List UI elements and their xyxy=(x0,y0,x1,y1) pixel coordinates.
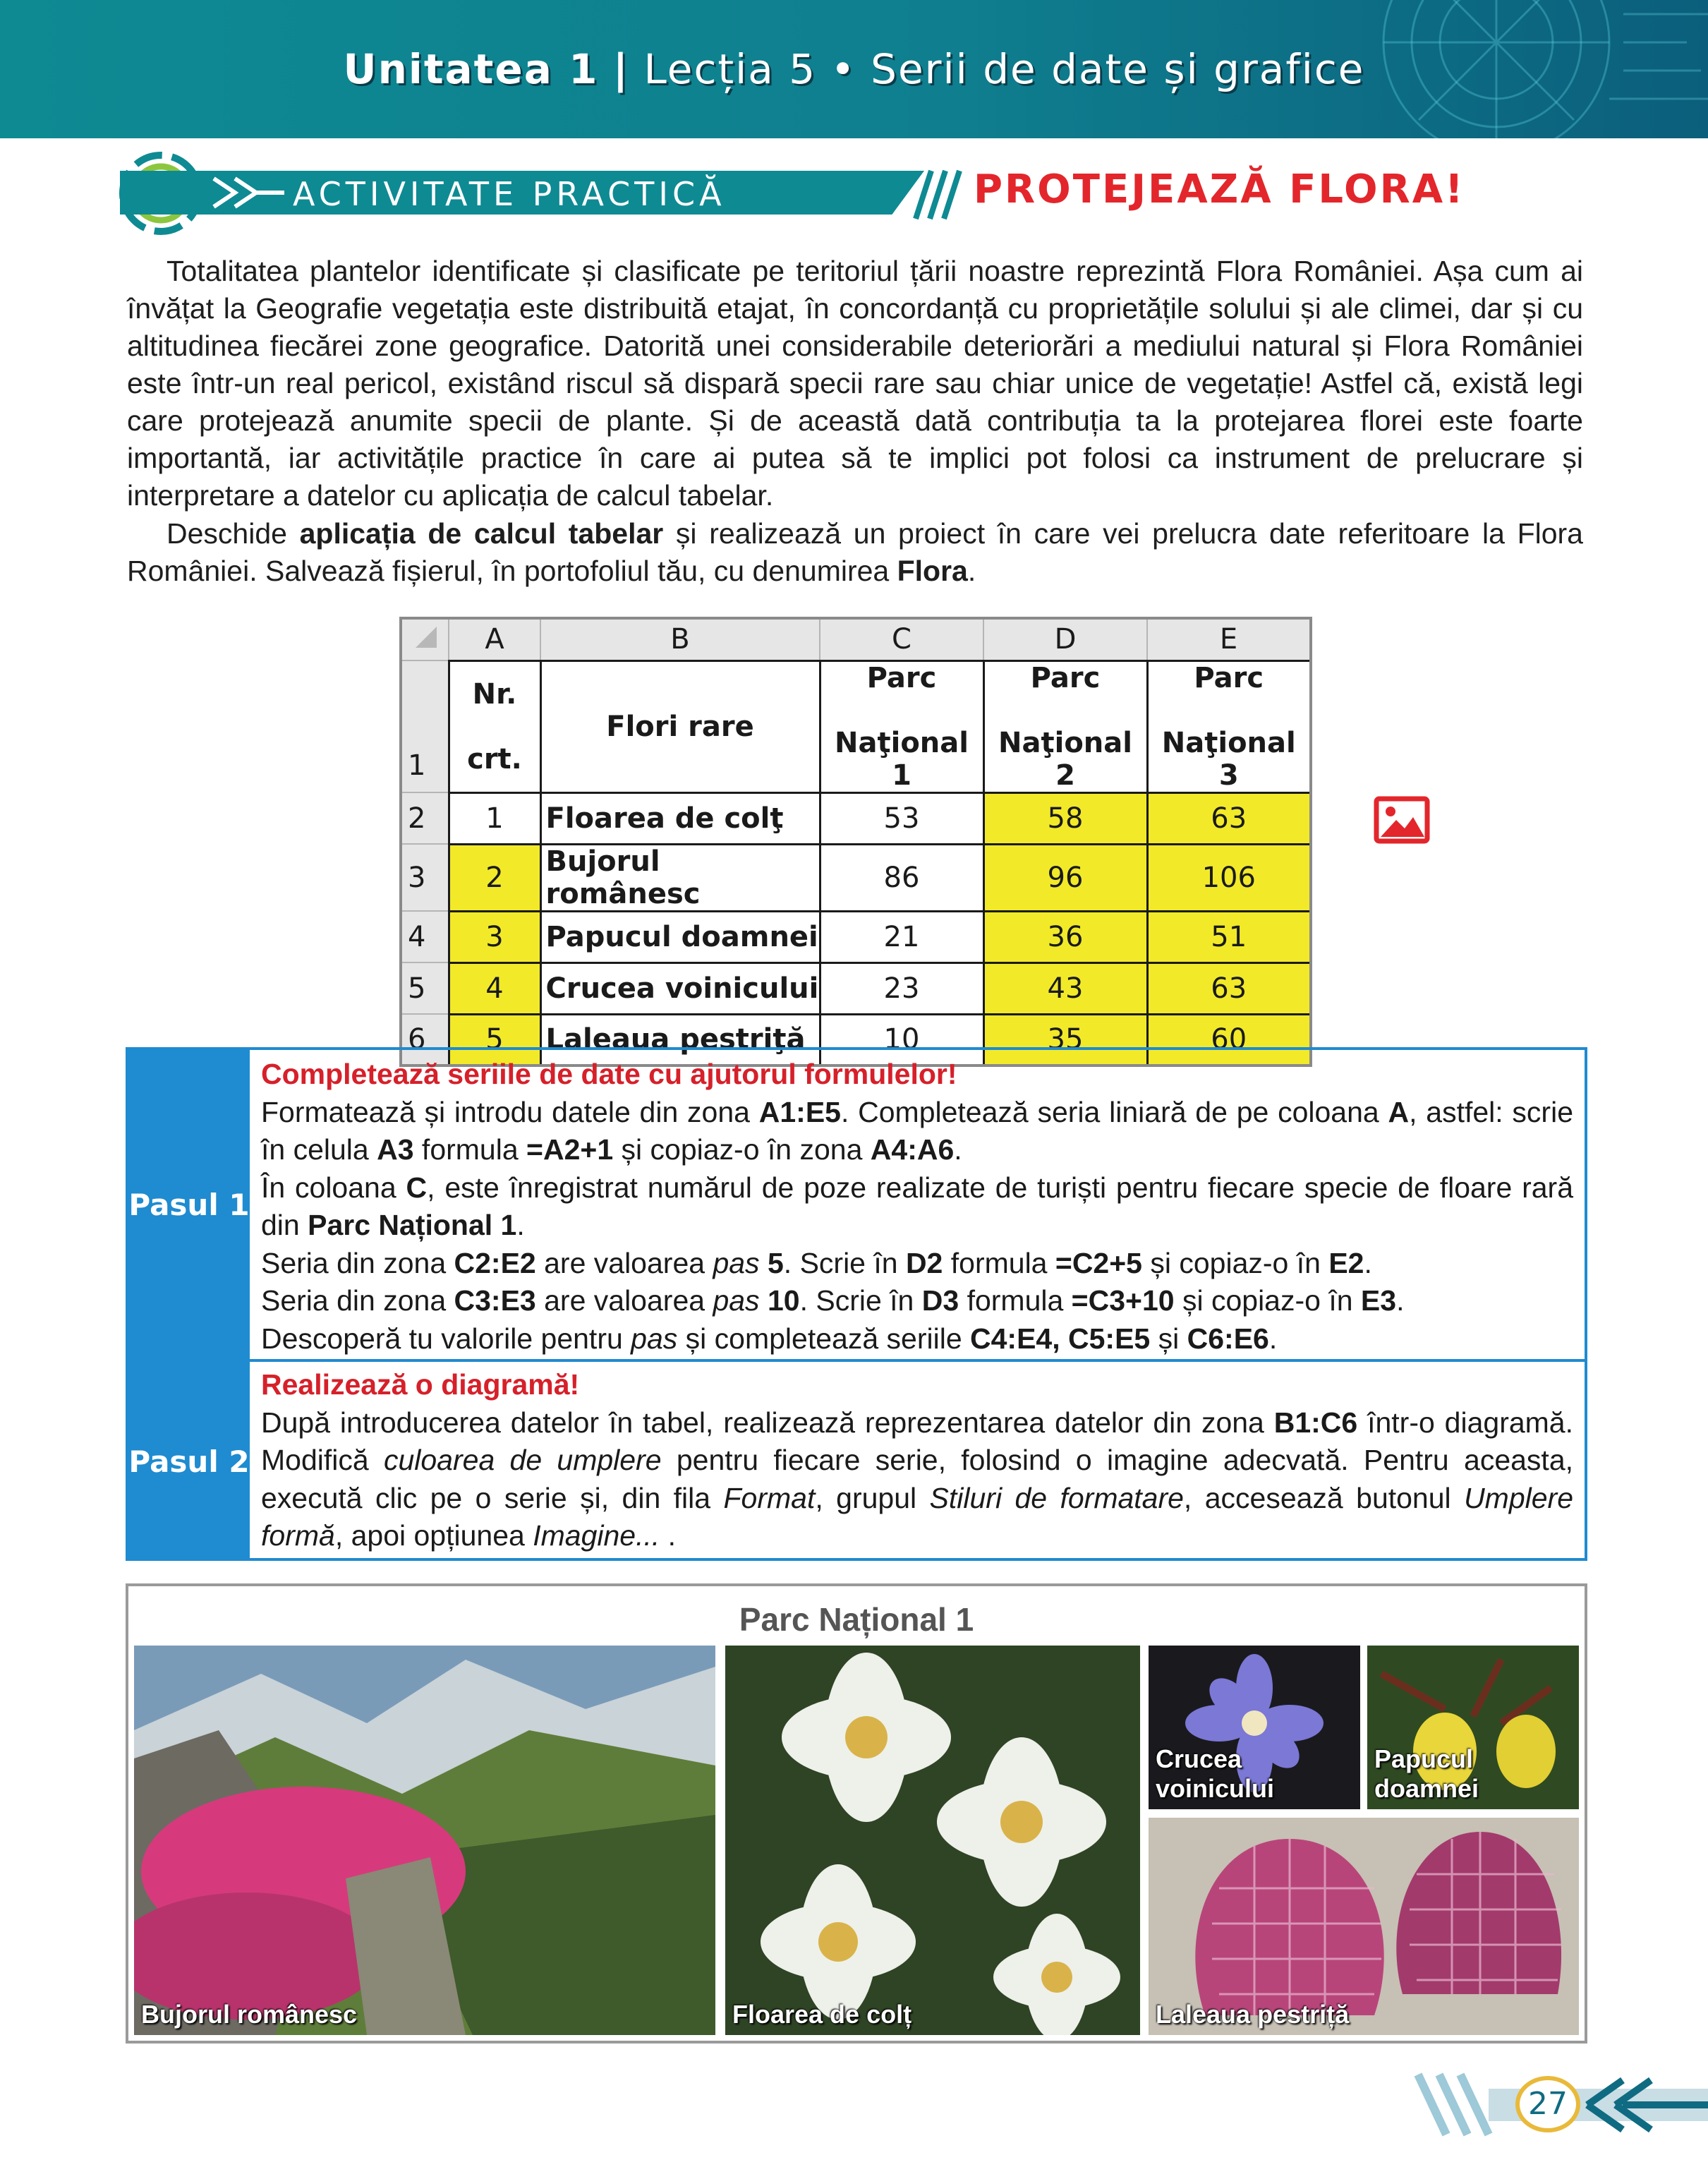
photo-crucea-voinicului xyxy=(1149,1646,1360,1809)
table-cell: 51 xyxy=(1147,911,1311,962)
table-cell: Papucul doamnei xyxy=(540,911,820,962)
table-cell: 23 xyxy=(820,962,983,1014)
page-number: 27 xyxy=(1515,2076,1580,2132)
photo-papucul-doamnei xyxy=(1367,1646,1579,1809)
table-row xyxy=(401,962,1311,1014)
table-cell: 35 xyxy=(983,1014,1147,1066)
row-number: 4 xyxy=(401,911,449,962)
page-header xyxy=(0,0,1708,138)
table-cell: 1 xyxy=(449,792,540,844)
row-number: 2 xyxy=(401,792,449,844)
photo-gallery xyxy=(126,1583,1587,2044)
step-1-line: În coloana C, este înregistrat numărul de poze realizate de turiști pentru fiecare specie de floare rară din Parc Național 1. xyxy=(261,1171,1573,1241)
table-cell: 63 xyxy=(1147,792,1311,844)
table-cell: 10 xyxy=(820,1014,983,1066)
slash-decoration-icon xyxy=(910,168,967,222)
col-letter-d: D xyxy=(983,618,1147,660)
image-icon xyxy=(1374,796,1430,844)
table-cell: 43 xyxy=(983,962,1147,1014)
table-cell: 63 xyxy=(1147,962,1311,1014)
table-cell: Crucea voinicului xyxy=(540,962,820,1014)
table-cell: Floarea de colţ xyxy=(540,792,820,844)
photo-laleaua-pestrita xyxy=(1149,1818,1579,2035)
table-cell: Laleaua pestriţă xyxy=(540,1014,820,1066)
table-cell: 4 xyxy=(449,962,540,1014)
step-1-label: Pasul 1 xyxy=(128,1050,250,1359)
table-row xyxy=(401,660,1311,792)
table-cell: 36 xyxy=(983,911,1147,962)
table-cell: 21 xyxy=(820,911,983,962)
photo-caption: Bujorul românesc xyxy=(141,2000,358,2029)
instruction-paragraph: Deschide aplicația de calcul tabelar și realizează un proiect în care vei prelucra date referitoare la Flora României. Salvează fișierul, în portofoliul tău, cu denumirea Flora. xyxy=(127,517,1583,587)
activity-title: PROTEJEAZĂ FLORA! xyxy=(974,167,1465,212)
col-letter-a: A xyxy=(449,618,540,660)
gallery-title: Parc Național 1 xyxy=(739,1601,974,1638)
table-cell: 86 xyxy=(820,844,983,911)
table-row xyxy=(401,911,1311,962)
header-cell: Flori rare xyxy=(540,660,820,792)
step-1-line: Seria din zona C2:E2 are valoarea pas 5. Scrie în D2 formula =C2+5 și copiaz-o în E2. xyxy=(261,1246,1372,1279)
col-letter-b: B xyxy=(540,618,820,660)
edelweiss-photo-icon xyxy=(725,1646,1140,2035)
step-1-text xyxy=(261,1056,1573,1358)
row-number: 6 xyxy=(401,1014,449,1066)
double-chevron-right-icon xyxy=(210,175,288,210)
corner-cell xyxy=(401,618,449,660)
photo-caption: Papucul doamnei xyxy=(1374,1744,1479,1803)
header-cell: Parc Naţional 1 xyxy=(820,660,983,792)
mountain-photo-icon xyxy=(134,1646,715,2035)
photo-caption: Crucea voinicului xyxy=(1156,1744,1275,1803)
table-row xyxy=(401,844,1311,911)
intro-paragraph: Totalitatea plantelor identificate și clasificate pe teritoriul țării noastre reprezintă Flora României. Așa cum ai învățat la Geografie vegetația este distribuită etajat, în concordanță cu proprietățile solului și ale climei, dar și cu altitudinea fiecărei zone geografice. Datorită unei considerabile deteriorări a mediului natural și Flora României este într-un real pericol, existând riscul să dispară specii rare sau chiar unice de vegetație! Astfel că, există legi care protejează anumite specii de plante. Și de această dată contribuția ta la protejarea florei este foarte importantă, iar activitățile practice în care ai putea să te implici pot folosi ca instrument de prelucrare și interpretare a datelor cu aplicația de calcul tabelar. xyxy=(127,255,1583,512)
table-cell: Bujorul românesc xyxy=(540,844,820,911)
step-1-line: Formatează și introdu datele din zona A1:E5. Completează seria liniară de pe coloana A, astfel: scrie în celula A3 formula =A2+1 și copiaz-o în zona A4:A6. xyxy=(261,1095,1573,1166)
step-1-heading: Completează seriile de date cu ajutorul formulelor! xyxy=(261,1058,957,1090)
steps-box xyxy=(126,1047,1587,1561)
spreadsheet-table xyxy=(399,617,1312,1067)
table-cell: 3 xyxy=(449,911,540,962)
table-cell: 60 xyxy=(1147,1014,1311,1066)
table-cell: 96 xyxy=(983,844,1147,911)
col-letter-c: C xyxy=(820,618,983,660)
column-header-row xyxy=(401,618,1311,660)
table-cell: 53 xyxy=(820,792,983,844)
row-number: 1 xyxy=(401,660,449,792)
step-divider xyxy=(128,1359,1585,1362)
table-cell: 106 xyxy=(1147,844,1311,911)
step-2-body: După introducerea datelor în tabel, realizează reprezentarea datelor din zona B1:C6 într-o diagramă. Modifică culoarea de umplere pentru fiecare serie, folosind o imagine adecvată. Pentru aceasta, execută clic pe o serie și, din fila Format, grupul Stiluri de formatare, accesează butonul Umplere formă, apoi opțiunea Imagine... . xyxy=(261,1406,1574,1552)
select-all-triangle-icon xyxy=(411,622,440,651)
row-number: 5 xyxy=(401,962,449,1014)
step-1-line: Descoperă tu valorile pentru pas și completează seriile C4:E4, C5:E5 și C6:E6. xyxy=(261,1322,1278,1355)
step-2-heading: Realizează o diagramă! xyxy=(261,1368,580,1401)
header-cell: Nr. crt. xyxy=(449,660,540,792)
step-2-text xyxy=(261,1366,1573,1555)
photo-floarea-de-colt xyxy=(725,1646,1140,2035)
table-cell: 2 xyxy=(449,844,540,911)
table-cell: 5 xyxy=(449,1014,540,1066)
step-2-label: Pasul 2 xyxy=(128,1362,250,1561)
header-cell: Parc Naţional 2 xyxy=(983,660,1147,792)
photo-caption: Laleaua pestriță xyxy=(1156,2000,1350,2029)
activity-banner xyxy=(120,165,952,220)
col-letter-e: E xyxy=(1147,618,1311,660)
table-row xyxy=(401,792,1311,844)
header-cell: Parc Naţional 3 xyxy=(1147,660,1311,792)
row-number: 3 xyxy=(401,844,449,911)
activity-label: ACTIVITATE PRACTICĂ xyxy=(293,175,726,213)
header-title: Unitatea 1 | Lecția 5 • Serii de date și grafice xyxy=(343,45,1365,93)
step-1-line: Seria din zona C3:E3 are valoarea pas 10. Scrie în D3 formula =C3+10 și copiaz-o în E3. xyxy=(261,1284,1405,1317)
table-cell: 58 xyxy=(983,792,1147,844)
photo-caption: Floarea de colț xyxy=(732,2000,912,2029)
photo-bujorul-romanesc xyxy=(134,1646,715,2035)
